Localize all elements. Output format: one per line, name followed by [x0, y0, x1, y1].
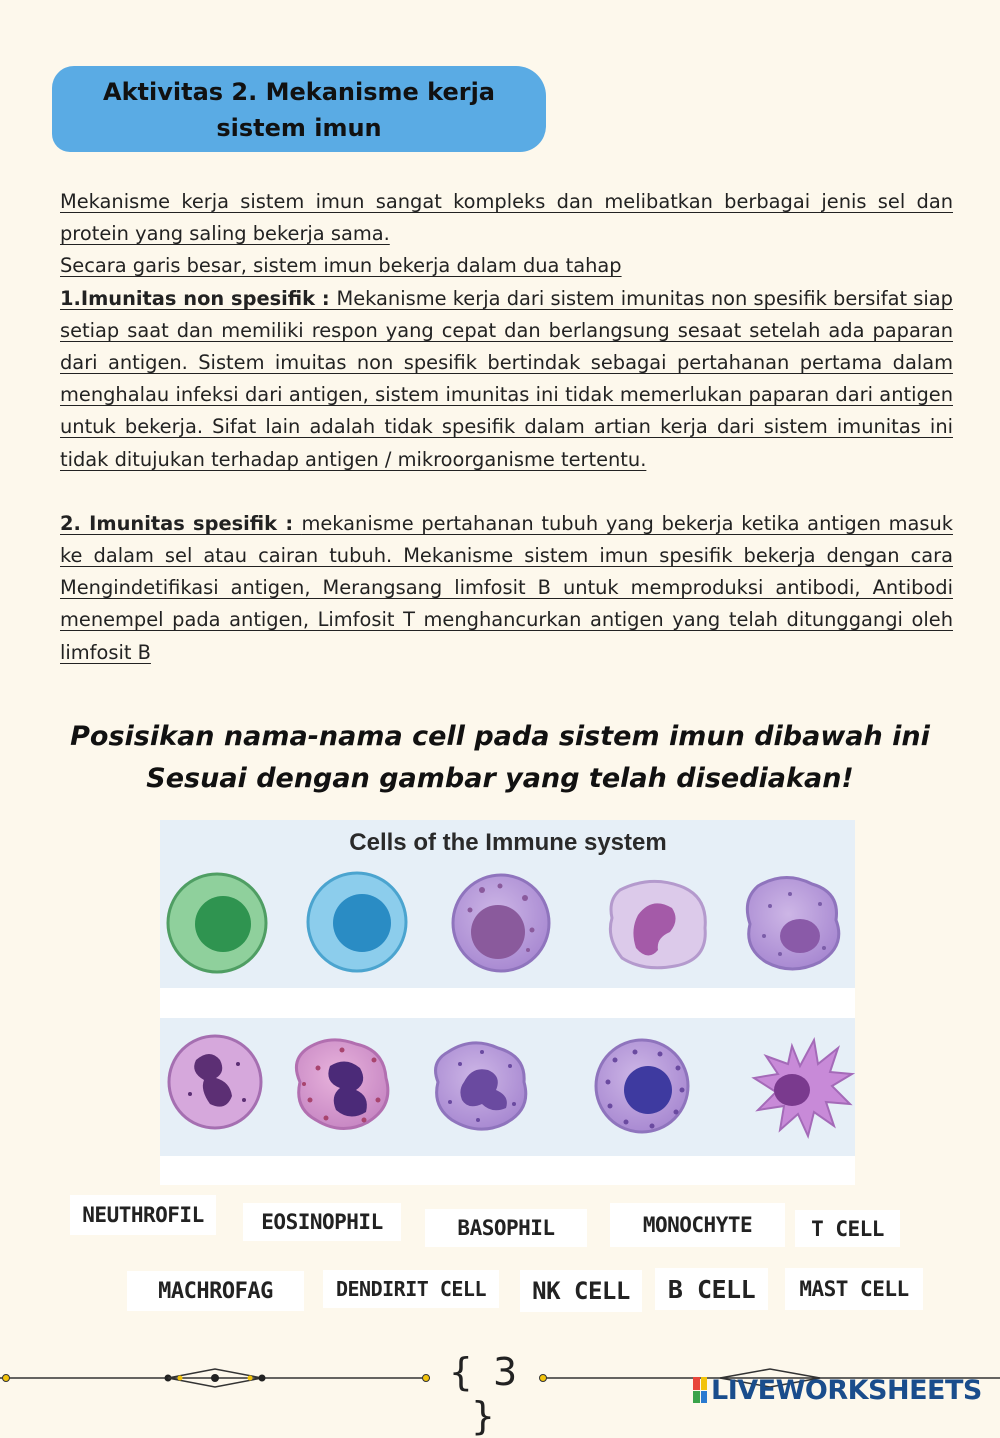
instruction-line-1: Posisikan nama-nama cell pada sistem imun dibawah ini: [70, 721, 930, 752]
page-number: { 3 }: [448, 1350, 522, 1438]
page-title: Aktivitas 2. Mekanisme kerja sistem imun: [103, 78, 495, 142]
label-eosinophil[interactable]: EOSINOPHIL: [243, 1203, 401, 1241]
body-text: [60, 186, 953, 669]
label-t-cell[interactable]: T CELL: [795, 1210, 900, 1247]
section2-text: mekanisme pertahanan tubuh yang bekerja ketika antigen masuk ke dalam sel atau cairan tubuh. Mekanisme sistem imun spesifik bekerja dengan cara Mengindetifikasi antigen, Merangsang limfosit B untuk memproduksi antibodi, Antibodi menempel pada antigen, Limfosit T menghancurkan antigen yang telah ditunggangi oleh limfosit B: [60, 511, 953, 664]
liveworksheets-logo[interactable]: [693, 1372, 982, 1408]
immune-cells-figure: [160, 820, 855, 1185]
instruction: [0, 716, 1000, 800]
label-monochyte[interactable]: MONOCHYTE: [610, 1203, 785, 1247]
cell-5-macrophage: [747, 877, 838, 969]
intro-paragraph: Mekanisme kerja sistem imun sangat kompleks dan melibatkan berbagai jenis sel dan protein yang saling bekerja sama.: [60, 190, 953, 246]
cell-7-eosinophil: [296, 1040, 387, 1129]
cell-4-monocyte: [610, 881, 705, 967]
section1-text: Mekanisme kerja dari sistem imunitas non spesifik bersifat siap setiap saat dan memiliki respon yang cepat dan berlangsung sesaat setelah ada paparan dari antigen. Sistem imuitas non spesifik bertindak sebagai pertahanan pertama dalam menghalau infeksi dari antigen, sistem imunitas ini tidak memerlukan paparan dari antigen untuk bekerja. Sifat lain adalah tidak spesifik dalam artian kerja dari sistem imunitas ini tidak ditujukan terhadap antigen / mikroorganisme tertentu.: [60, 286, 953, 471]
bottom-strip: [160, 1156, 855, 1185]
label-neuthrofil[interactable]: NEUTHROFIL: [70, 1195, 216, 1235]
label-mast-cell[interactable]: MAST CELL: [785, 1268, 923, 1310]
liveworksheets-brand-text: LIVEWORKSHEETS: [711, 1374, 982, 1406]
cell-9-nk-cell: [596, 1040, 688, 1132]
section1-paragraph: [60, 283, 953, 476]
cell-6-neutrophil: [169, 1036, 261, 1128]
cell-1-green-lymphocyte: [168, 874, 266, 972]
label-basophil[interactable]: BASOPHIL: [425, 1209, 587, 1247]
label-dendirit-cell[interactable]: DENDIRIT CELL: [323, 1270, 499, 1308]
liveworksheets-badge-icon: [693, 1377, 707, 1403]
label-b-cell[interactable]: B CELL: [655, 1268, 768, 1310]
cell-8-basophil: [436, 1043, 526, 1129]
instruction-line-2: Sesuai dengan gambar yang telah disediakan!: [146, 763, 854, 794]
cell-2-blue-lymphocyte: [308, 873, 406, 971]
section2-paragraph: [60, 508, 953, 669]
intro-subline: Secara garis besar, sistem imun bekerja dalam dua tahap: [60, 254, 622, 278]
section2-heading: 2. Imunitas spesifik :: [60, 511, 302, 535]
figure-title: Cells of the Immune system: [349, 829, 667, 856]
label-machrofag[interactable]: MACHROFAG: [127, 1271, 304, 1311]
label-nk-cell[interactable]: NK CELL: [520, 1270, 642, 1312]
section1-heading: 1.Imunitas non spesifik :: [60, 286, 337, 310]
row-separator: [160, 988, 855, 1018]
cell-3-purple-lymphocyte: [453, 875, 549, 971]
